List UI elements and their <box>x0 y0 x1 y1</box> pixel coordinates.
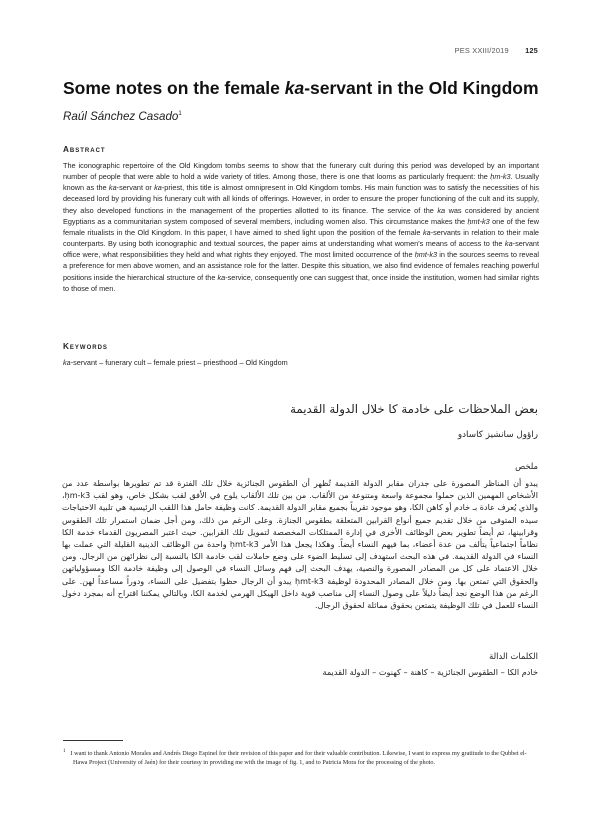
text-run: . Usually known as the <box>63 172 539 193</box>
author-name: Raúl Sánchez Casado <box>63 110 179 123</box>
italic-term: ka <box>437 205 446 215</box>
text-run: was considered by ancient Egyptians as a communitarian system composed of several members, including women also. This circumstance makes the <box>63 205 539 226</box>
italic-term: ka <box>422 227 431 237</box>
running-header <box>455 46 538 55</box>
text-run: The iconographic repertoire of the Old Kingdom tombs seems to show that the funerary cult during this period was developed by an important number of people that were able to hold a wide variety of titles. Among those, there is one that looms as particularly frequent: the <box>63 161 539 182</box>
keywords-body <box>63 358 288 367</box>
footnote-number: 1 <box>63 749 66 754</box>
title-italic: ka <box>284 78 305 98</box>
italic-term: ḥm-k3 <box>490 172 511 182</box>
keywords-heading: Keywords <box>63 342 108 351</box>
footnote-body: I want to thank Antonio Morales and Andrés Diego Espinel for their revision of this paper and for their valuable contribution. Likewise, I want to express my gratitude to the Qubbet el-Hawa Project (University of Jaén) for their courtesy in providing me with the image of fig. 1, and to Patricia Mora for the processing of the photo. <box>70 750 527 767</box>
italic-term: ka <box>108 183 117 193</box>
arabic-keywords-heading: الكلمات الدالة <box>489 651 538 661</box>
title-part: -servant in the Old Kingdom <box>304 78 539 98</box>
page-number: 125 <box>525 46 538 55</box>
footnote-marker[interactable]: 1 <box>178 111 182 118</box>
text-run: -service, consequently one can suggest that, once inside the institution, women had similar rights to those of men. <box>63 272 539 293</box>
arabic-abstract-heading: ملخص <box>515 461 538 471</box>
abstract-body <box>63 160 539 294</box>
arabic-abstract-body: يبدو أن المناظر المصورة على جدران مقابر الدولة القديمة تُظهر أن الطقوس الجنائزية خلال تلك الفترة قد تم تطويرها بواسطة عدد من الأشخاص المهمين الذين حملوا مجموعة واسعة ومتنوعة من الألقاب. من بين تلك الألقاب يلوح في الأفق لقب بشكل خاص، وهو لقب ḥm-k3، والذي يُعرف عادة بـ خادم أو كاهن الكا، وهو موجود تقريباً بجميع مقابر الدولة القديمة. كانت وظيفة حامل هذا اللقب الرئيسية هي تلبية الاحتياجات سيده المتوفى من خلال تقديم جميع أنواع القرابين المتعلقة بطقوس الجنازة. وعلى الرغم من ذلك، ومن أجل ضمان استمرار تلك الطقوس وقرابينها، تم أيضاً تطوير بعض الوظائف الأخرى في إدارة الممتلكات المخصصة لتمويل تلك القرابين. حيث اعتبر المصريون القدماء خدمة الكا نظاماً اجتماعياً يتألف من عدة أعضاء، بما فيهم النساء أيضاً. وهكذا يجعل هذا الأمر ḥmt-k3 واحدة من الوظائف الدينية القليلة التي عملت بها النساء في الدولة القديمة. في هذه البحث استهدف إلى تسليط الضوء على وضع حاملات لقب خادمة الكا بالنسبة إلى نظرائهن من الرجال. ومن خلال الاعتماد على كل من المصادر المصورة والنصية، يهدف البحث إلى فهم وسائل النساء في الوصول إلى وظيفة خادمة الكا ومسؤولياتهن والحقوق التي تمتعن بها. ومن خلال المصادر المحدودة لوظيفة ḥmt-k3 يبدو أن الرجال حظوا بتفضيل على النساء، ودوراً مساعداً لهن. على الرغم من هذا الوضع نجد أيضاً دليلاً على وصول النساء إلى مناصب قوية داخل الهيكل الهرمي لخدمة الكا، وبالتالي يمكننا اقتراح أنه بمجرد دخول النساء للعمل في تلك الوظيفة يتمتعن بحقوق مماثلة لحقوق الرجال. <box>62 479 538 611</box>
italic-term: ka <box>154 183 162 193</box>
italic-term: ka <box>63 358 71 367</box>
italic-term: ḥmt-k3 <box>414 250 438 260</box>
text-run: -servant or <box>116 183 155 193</box>
arabic-keywords: خادم الكا – الطقوس الجنائزية – كاهنة – كهنوت – الدولة القديمة <box>322 667 538 677</box>
footnote-text <box>63 747 539 767</box>
text-run: -servants in relation to their male counterparts. By using both iconographic and textual sources, the paper aims at understanding what women's means of access to the <box>63 227 539 249</box>
footnote-divider <box>63 740 123 741</box>
text-run: in the sources seems to reveal a preference for men above women, and an assistance role for the latter. Despite this situation, we also find evidence of females reaching powerful positions inside the hierarchical structure of the <box>63 250 539 282</box>
text-run: -servant – funerary cult – female priest – priesthood – Old Kingdom <box>70 358 288 367</box>
arabic-author: راؤول سانشيز كاسادو <box>457 430 538 440</box>
footnote <box>63 740 539 767</box>
title-part: Some notes on the female <box>63 78 285 98</box>
italic-term: ka <box>504 239 513 249</box>
text-run: one of the few female ritualists in the Old Kingdom. In this paper, I have aimed to shed light upon the position of the female <box>63 216 539 237</box>
arabic-title: بعض الملاحظات على خادمة كا خلال الدولة القديمة <box>290 402 538 416</box>
text-run: -priest, this title is almost omnipresent in Old Kingdom tombs. His main function was to satisfy the necessities of his deceased lord by providing his funerary cult with all kinds of offerings. However, in order to ensure the proper functioning of the cult and its supply, they also developed functions in the management of the properties allotted to its finance. The service of the <box>63 183 539 215</box>
journal-issue: PES XXIII/2019 <box>454 46 509 55</box>
italic-term: ka <box>217 272 226 282</box>
article-title <box>63 78 539 99</box>
abstract-heading: Abstract <box>63 145 106 154</box>
author-line <box>63 110 182 123</box>
text-run: -servant office were, what responsibilities they held and what rights they enjoyed. The most limited occurrence of the <box>63 239 539 260</box>
italic-term: ḥmt-k3 <box>467 216 490 226</box>
